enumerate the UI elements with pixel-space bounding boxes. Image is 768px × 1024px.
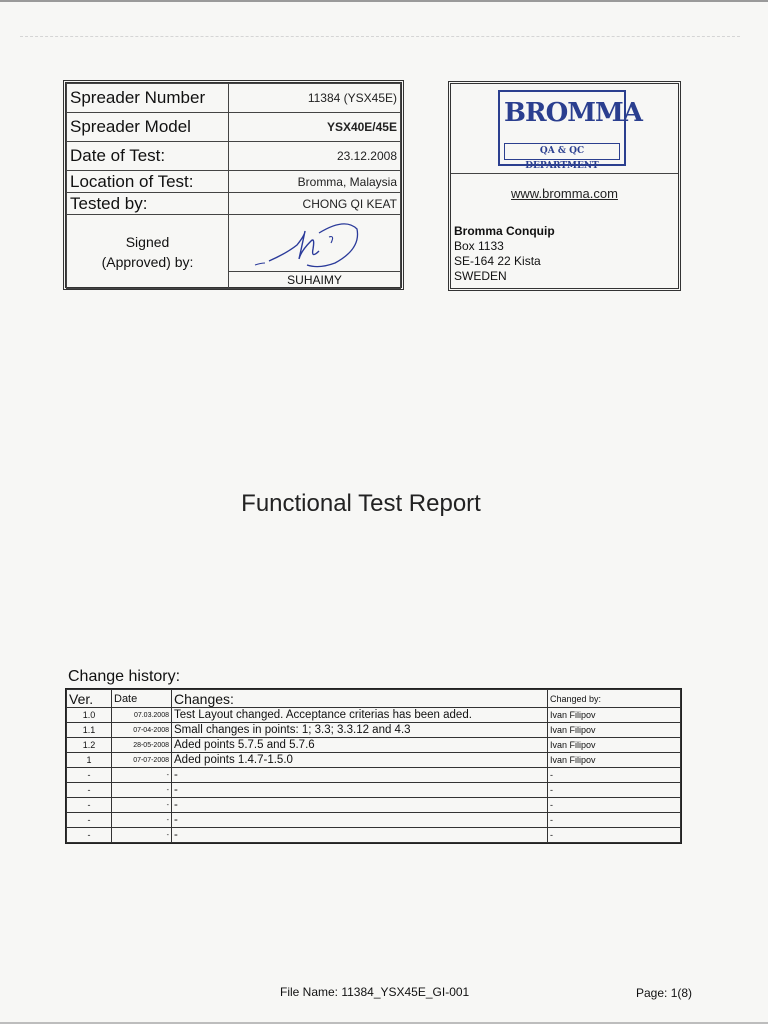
- row-ver: -: [67, 768, 112, 783]
- table-row: [67, 708, 681, 723]
- table-row: [67, 738, 681, 753]
- table-row: [67, 813, 681, 828]
- scan-specks: [20, 36, 740, 38]
- row-date: 07-07-2008: [112, 753, 172, 768]
- company-address: [454, 224, 555, 284]
- signature-image: [249, 215, 369, 277]
- spreader-number-label: Spreader Number: [67, 84, 229, 113]
- table-row: [67, 798, 681, 813]
- table-row: [67, 753, 681, 768]
- row-changed-by: Ivan Filipov: [548, 723, 681, 738]
- header-date: Date: [112, 690, 172, 708]
- website-link[interactable]: www.bromma.com: [511, 186, 618, 201]
- row-changed-by: -: [548, 768, 681, 783]
- spreader-number-value: 11384 (YSX45E): [229, 84, 401, 113]
- footer-file-name: File Name: 11384_YSX45E_GI-001: [280, 985, 470, 999]
- document-title: Functional Test Report: [241, 490, 481, 517]
- row-date: 07-04-2008: [112, 723, 172, 738]
- row-changes: Small changes in points: 1; 3.3; 3.3.12 and 4.3: [172, 723, 548, 738]
- change-history-label: Change history:: [68, 668, 181, 685]
- row-date: -: [112, 783, 172, 798]
- change-history-table: [65, 688, 682, 844]
- row-ver: 1: [67, 753, 112, 768]
- address-line: Box 1133: [454, 239, 504, 253]
- row-changes: -: [172, 828, 548, 843]
- row-changed-by: Ivan Filipov: [548, 753, 681, 768]
- row-changes: -: [172, 798, 548, 813]
- footer-page-number: Page: 1(8): [636, 986, 693, 1000]
- tested-by-value: CHONG QI KEAT: [229, 193, 401, 215]
- table-row: [67, 723, 681, 738]
- header-ver: Ver.: [67, 690, 112, 708]
- row-changes: Aded points 5.7.5 and 5.7.6: [172, 738, 548, 753]
- spreader-model-value: YSX40E/45E: [229, 113, 401, 142]
- row-date: -: [112, 813, 172, 828]
- row-changes: -: [172, 783, 548, 798]
- address-line: SE-164 22 Kista: [454, 254, 541, 268]
- approver-name: SUHAIMY: [229, 272, 401, 289]
- spreader-info-table: [63, 80, 404, 290]
- row-changed-by: Ivan Filipov: [548, 738, 681, 753]
- row-ver: -: [67, 798, 112, 813]
- signature-cell: [229, 215, 401, 272]
- row-date: 28-05-2008: [112, 738, 172, 753]
- row-changed-by: -: [548, 828, 681, 843]
- logo-area: [451, 84, 678, 174]
- row-changes: -: [172, 813, 548, 828]
- row-date: -: [112, 768, 172, 783]
- header-changes: Changes:: [172, 690, 548, 708]
- table-row: [67, 783, 681, 798]
- table-header-row: [67, 690, 681, 708]
- tested-by-label: Tested by:: [67, 193, 229, 215]
- row-ver: 1.2: [67, 738, 112, 753]
- date-of-test-label: Date of Test:: [67, 142, 229, 171]
- row-changes: Test Layout changed. Acceptance criterias has been aded.: [172, 708, 548, 723]
- row-ver: -: [67, 813, 112, 828]
- row-ver: 1.1: [67, 723, 112, 738]
- logo-text: BROMMA: [504, 98, 642, 128]
- location-of-test-label: Location of Test:: [67, 171, 229, 193]
- row-date: 07.03.2008: [112, 708, 172, 723]
- address-line: SWEDEN: [454, 269, 507, 283]
- header-changed-by: Changed by:: [548, 690, 681, 708]
- row-changes: -: [172, 768, 548, 783]
- location-of-test-value: Bromma, Malaysia: [229, 171, 401, 193]
- table-row: [67, 828, 681, 843]
- spreader-model-label: Spreader Model: [67, 113, 229, 142]
- logo-department: QA & QC DEPARTMENT: [504, 143, 620, 160]
- row-changed-by: -: [548, 813, 681, 828]
- row-ver: -: [67, 783, 112, 798]
- company-box: [448, 81, 681, 291]
- row-changes: Aded points 1.4.7-1.5.0: [172, 753, 548, 768]
- row-ver: 1.0: [67, 708, 112, 723]
- row-changed-by: -: [548, 783, 681, 798]
- bromma-logo: [498, 90, 642, 171]
- signed-approved-label: Signed (Approved) by:: [67, 215, 229, 289]
- row-ver: -: [67, 828, 112, 843]
- table-row: [67, 768, 681, 783]
- date-of-test-value: 23.12.2008: [229, 142, 401, 171]
- address-line: Bromma Conquip: [454, 224, 555, 238]
- top-rule: [0, 0, 768, 2]
- row-changed-by: -: [548, 798, 681, 813]
- row-date: -: [112, 828, 172, 843]
- row-date: -: [112, 798, 172, 813]
- row-changed-by: Ivan Filipov: [548, 708, 681, 723]
